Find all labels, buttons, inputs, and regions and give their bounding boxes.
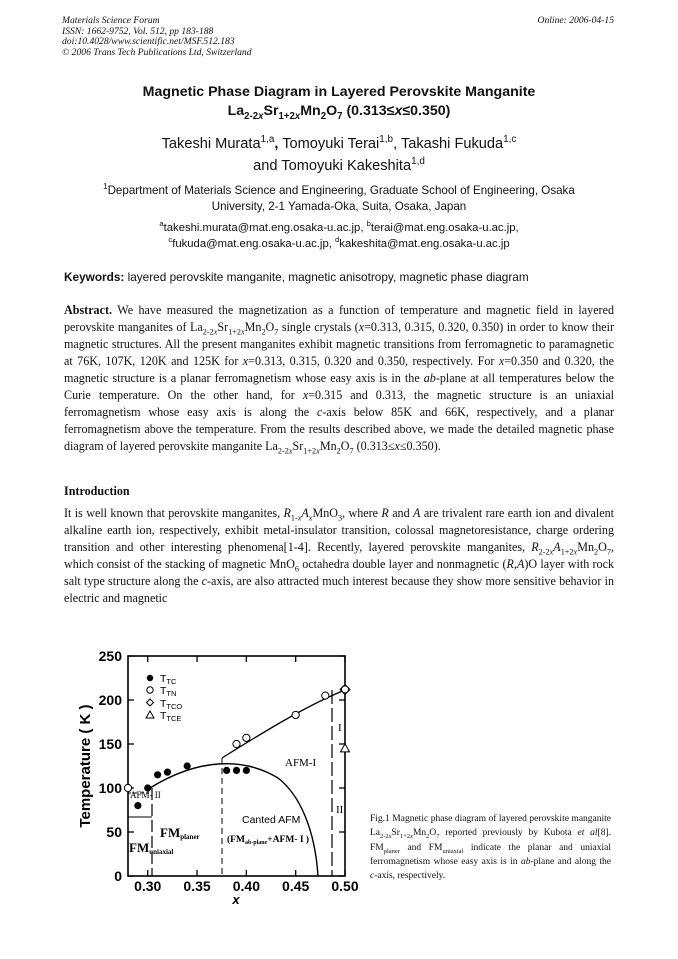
data-point-tc xyxy=(164,769,171,776)
x-tick-label: 0.40 xyxy=(232,878,260,894)
abstract-text: We have measured the magnetization as a function of temperature and magnetic field in layered perovskite manganites of $La_{2-2x}Sr_{1+2x}Mn_2O_7$ single crystals (x=0.313, 0.315, 0.320, 0.350) in order to know their magnetic structures. All the present manganites exhibit magnetic transitions from ferromagnetic to paramagnetic at 76K, 107K, 120K and 125K for x=0.313, 0.315, 0.320 and 0.350, respectively. For x=0.350 and 0.320, the magnetic structure is a planar ferromagnetism whose easy axis is in the ab-plane at all temperatures below the Curie temperature. On the other hand, for x=0.315 and 0.313, the magnetic structure is an uniaxial ferromagnetism whose easy axis is along the c-axis below 85K and 66K, respectively, and a planar ferromagnetism above the temperature. From the results described above, we made the detailed magnetic phase diagram of layered perovskite manganite $La_{2-2x}Sr_{1+2x}Mn_2O_7$ (0.313≤x≤0.350). xyxy=(64,303,615,456)
keywords-text: layered perovskite manganite, magnetic anisotropy, magnetic phase diagram xyxy=(127,270,529,284)
y-tick-label: 250 xyxy=(98,648,122,664)
title-formula: $La_{2-2x}Sr_{1+2x}Mn_2O_7$ (0.313≤x≤0.350) xyxy=(227,103,451,122)
author-list: Takeshi Murata$^{1,a}$, Tomoyuki Terai$^{1,b}$, Takashi Fukuda$^{1,c}$ and Tomoyuki Kakeshita$^{1,d}$ xyxy=(161,134,517,174)
legend-label-tc: TTC xyxy=(160,673,177,686)
email-list: $^a$takeshi.murata@mat.eng.osaka-u.ac.jp, $^b$terai@mat.eng.osaka-u.ac.jp, $^c$fukuda@mat.eng.osaka-u.ac.jp, $^d$kakeshita@mat.eng.osaka-u.ac.jp xyxy=(159,219,519,250)
region-label-roman-ii: II xyxy=(336,804,344,816)
legend-label-tco: TTCO xyxy=(160,698,183,711)
copyright: © 2006 Trans Tech Publications Ltd, Switzerland xyxy=(62,46,252,58)
abstract xyxy=(64,302,614,455)
data-point-tc xyxy=(134,802,141,809)
introduction-heading: Introduction xyxy=(64,484,130,498)
author-4: Tomoyuki Kakeshita xyxy=(281,158,412,174)
legend xyxy=(146,673,182,723)
data-point-tc xyxy=(243,767,250,774)
author-2-sup: 1,b xyxy=(379,134,394,146)
x-tick-label: 0.35 xyxy=(183,878,211,894)
x-axis-label: x xyxy=(232,892,240,907)
data-point-tce xyxy=(341,744,350,752)
legend-label-tn: TTN xyxy=(160,685,177,698)
data-point-tn xyxy=(243,734,250,741)
author-3: Takashi Fukuda xyxy=(400,136,504,152)
data-point-tn xyxy=(292,711,299,718)
author-1-sup: 1,a xyxy=(260,134,275,146)
email-d: kakeshita@mat.eng.osaka-u.ac.jp xyxy=(339,238,510,250)
introduction-text: It is well known that perovskite manganites, $R_{1-x}A_xMnO_3$, where R and A are trivalent rare earth ion and divalent alkaline earth ion, respectively, exhibit metal-insulator transition, colossal magnetoresistance, charge ordering transition and other interesting phenomena[1-4]. Recently, layered perovskite manganites, $R_{2-2x}A_{1+2x}Mn_2O_7$, which consist of the stacking of magnetic MnO$_6$ octahedra double layer and nonmagnetic (R,A)O layer with rock salt type structure along the c-axis, are also attracted much interest because they show more sensitive behavior in electric and magnetic xyxy=(64,506,614,605)
data-point-tc xyxy=(184,762,191,769)
author-4-prefix: and xyxy=(253,158,282,174)
abstract-label: Abstract. xyxy=(64,303,113,317)
figure-caption: Fig.1 Magnetic phase diagram of layered perovskite manganite $La_{2-2x}Sr_{1+2x}Mn_2O_7$ reported previously by Kubota et al[8]. $FM_{planer}$ and $FM_{uniaxial}$ indicate the planar and uniaxial ferromagnetism whose easy axis is in ab-plane and along the c-axis, respectively. xyxy=(370,814,611,882)
tn-boundary-curve xyxy=(222,690,345,758)
y-tick-label: 150 xyxy=(98,736,122,752)
title-line: Magnetic Phase Diagram in Layered Perovskite Manganite xyxy=(142,84,536,100)
author-4-sup: 1,d xyxy=(411,156,425,168)
legend-marker-tc xyxy=(147,675,153,681)
online-date: Online: 2006-04-15 xyxy=(537,15,614,26)
affiliation-line-1: Department of Materials Science and Engineering, Graduate School of Engineering, Osaka xyxy=(107,184,575,197)
keywords xyxy=(64,270,620,285)
legend-marker-tco xyxy=(147,699,154,706)
y-tick-label: 200 xyxy=(98,692,122,708)
journal-header xyxy=(62,16,252,58)
legend-marker-tce xyxy=(146,711,154,718)
region-label-canted-sub: ($FM_{ab-plane}+AFM-$ I ) xyxy=(227,835,310,846)
author-3-sup: 1,c xyxy=(503,134,517,146)
affiliation-line-2: University, 2-1 Yamada-Oka, Suita, Osaka, Japan xyxy=(211,200,467,213)
x-tick-label: 0.50 xyxy=(331,878,359,894)
doi: doi:10.4028/www.scientific.net/MSF.512.183 xyxy=(62,36,235,48)
affiliation xyxy=(60,183,618,215)
x-tick-label: 0.30 xyxy=(134,878,162,894)
email-b: terai@mat.eng.osaka-u.ac.jp, xyxy=(370,222,519,234)
author-2: Tomoyuki Terai xyxy=(282,136,380,152)
email-c: fukuda@mat.eng.osaka-u.ac.jp, xyxy=(172,238,332,250)
data-point-tc xyxy=(223,767,230,774)
journal-name: Materials Science Forum xyxy=(62,15,160,26)
region-label-afm-ii: AFM- II xyxy=(130,790,161,800)
data-point-tc xyxy=(154,771,161,778)
region-label-fm-uniaxial: FMuniaxial xyxy=(129,840,174,856)
issn: ISSN: 1662-9752, Vol. 512, pp 183-188 xyxy=(62,25,214,37)
region-label-afm-i: AFM-I xyxy=(285,757,317,769)
y-tick-label: 0 xyxy=(114,868,122,884)
phase-diagram-figure xyxy=(70,640,370,912)
affiliation-sup: 1 xyxy=(103,182,108,192)
region-label-canted-afm: Canted AFM xyxy=(242,814,301,826)
x-tick-label: 0.45 xyxy=(282,878,310,894)
y-axis-label: Temperature ( K ) xyxy=(77,704,94,828)
region-label-fm-planer: FMplaner xyxy=(160,825,200,841)
data-point-tn xyxy=(233,740,240,747)
data-point-tc xyxy=(233,767,240,774)
data-point-tn xyxy=(322,692,329,699)
keywords-label: Keywords: xyxy=(64,270,125,284)
paper-title xyxy=(60,83,618,121)
y-tick-label: 100 xyxy=(98,780,122,796)
author-1: Takeshi Murata xyxy=(161,136,261,152)
y-tick-label: 50 xyxy=(106,824,122,840)
legend-marker-tn xyxy=(147,687,153,693)
legend-label-tce: TTCE xyxy=(160,710,182,723)
region-label-roman-i: I xyxy=(338,722,342,734)
email-a: takeshi.murata@mat.eng.osaka-u.ac.jp, xyxy=(163,222,364,234)
